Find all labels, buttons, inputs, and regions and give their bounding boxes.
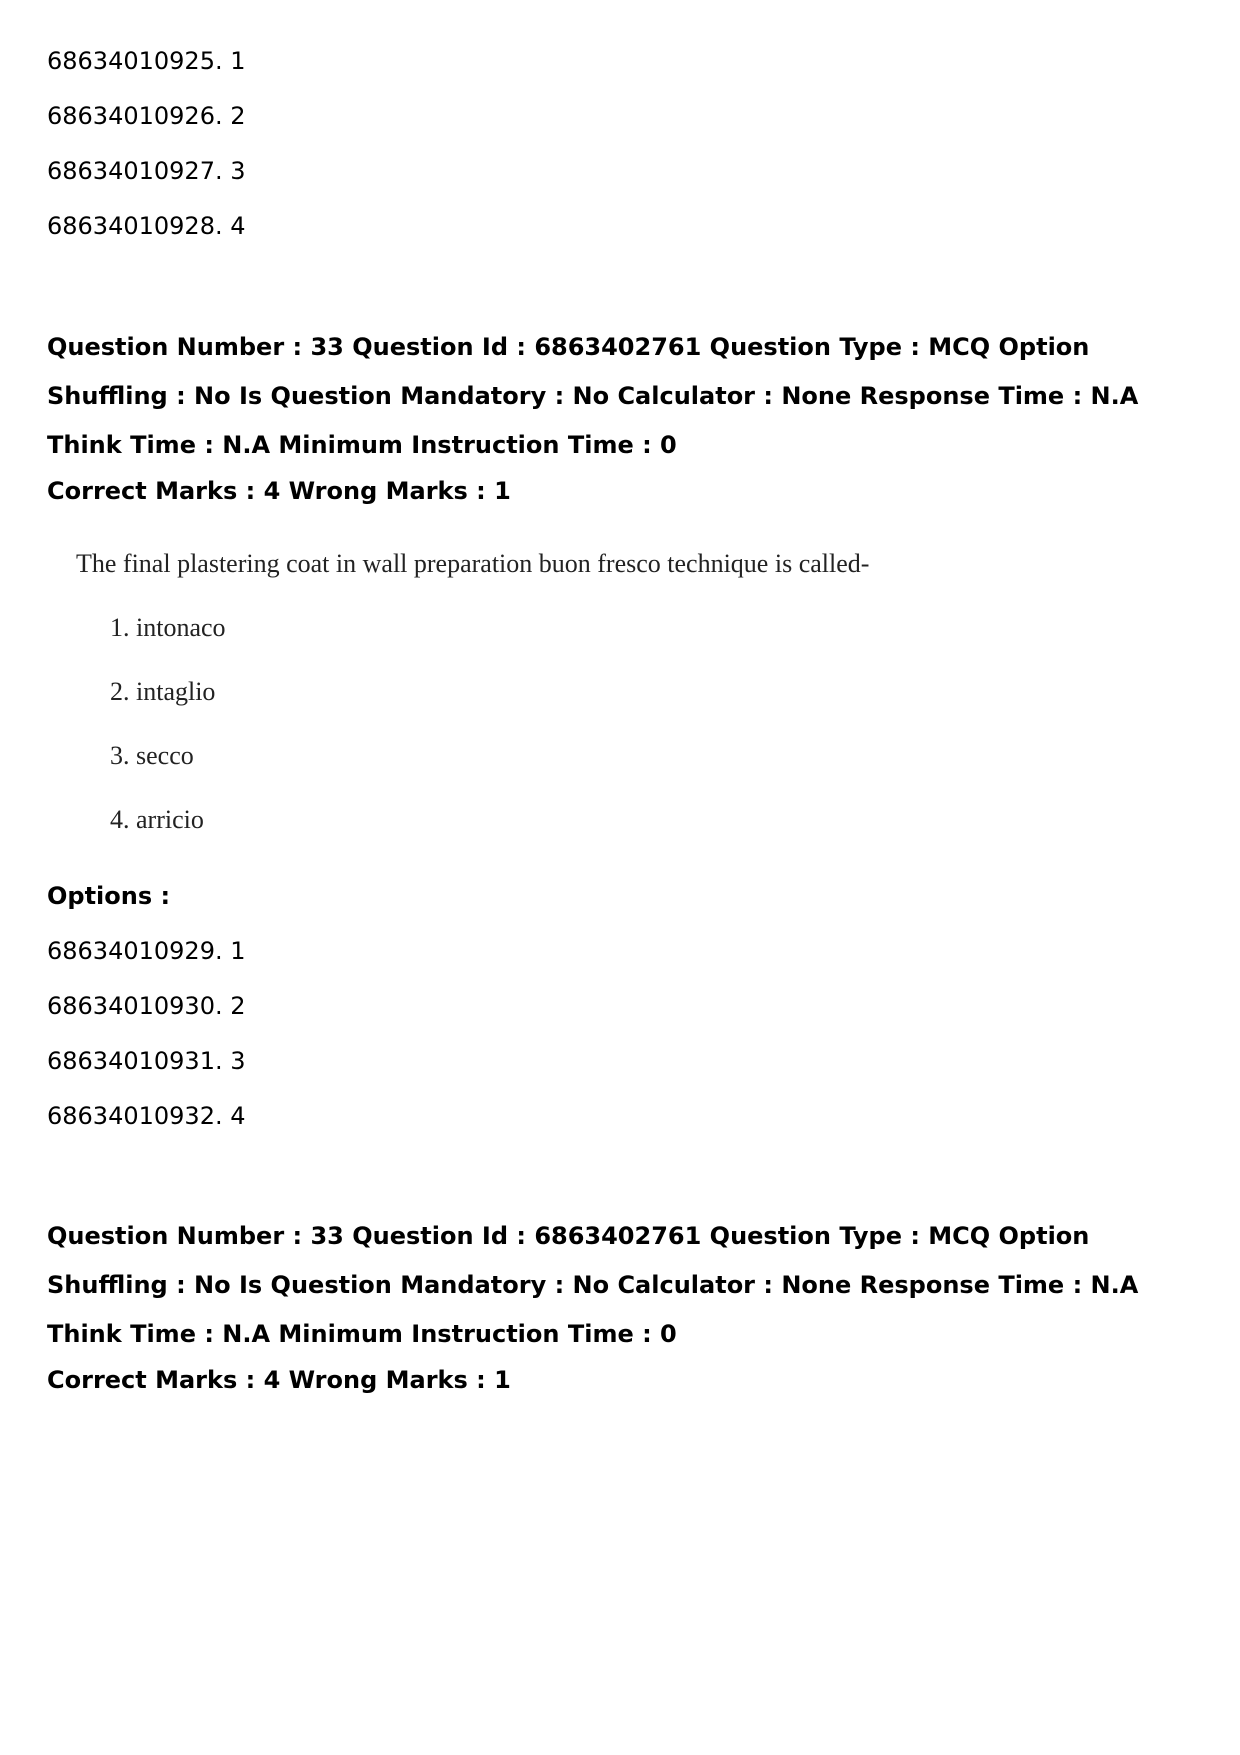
question-1-options (47, 881, 1207, 1156)
option-line: 68634010925. 1 (47, 47, 246, 75)
option-line: 68634010931. 3 (47, 1047, 246, 1075)
question-marks: Correct Marks : 4 Wrong Marks : 1 (47, 477, 511, 505)
option-line: 68634010928. 4 (47, 212, 246, 240)
option-line: 68634010932. 4 (47, 1102, 246, 1130)
question-choice: 2. intaglio (110, 677, 216, 706)
option-line: 68634010926. 2 (47, 102, 246, 130)
question-2-header (47, 1212, 1207, 1395)
question-marks: Correct Marks : 4 Wrong Marks : 1 (47, 1366, 511, 1394)
question-meta: Question Number : 33 Question Id : 6863402761 Question Type : MCQ Option Shuffling : No Is Question Mandatory : No Calculator : None Response Time : N.A Think Time : N.A Minimum Instruction Time : 0 (47, 333, 1139, 459)
question-1-header (47, 323, 1207, 506)
option-line: 68634010929. 1 (47, 937, 246, 965)
previous-options-list (47, 46, 1207, 266)
question-stem: The final plastering coat in wall preparation buon fresco technique is called- (76, 549, 870, 578)
question-choice: 3. secco (110, 741, 194, 770)
options-label: Options : (47, 882, 171, 910)
option-line: 68634010930. 2 (47, 992, 246, 1020)
question-image (47, 540, 947, 840)
question-choice: 4. arricio (110, 805, 204, 834)
question-meta: Question Number : 33 Question Id : 6863402761 Question Type : MCQ Option Shuffling : No Is Question Mandatory : No Calculator : None Response Time : N.A Think Time : N.A Minimum Instruction Time : 0 (47, 1222, 1139, 1348)
option-line: 68634010927. 3 (47, 157, 246, 185)
question-choice: 1. intonaco (110, 613, 226, 642)
